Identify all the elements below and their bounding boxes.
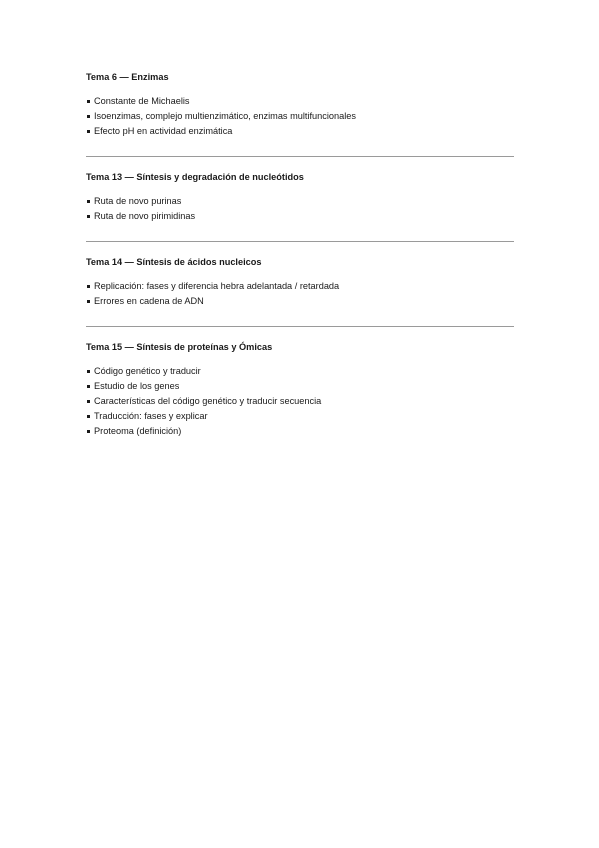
section-title: Tema 14 — Síntesis de ácidos nucleicos — [86, 257, 262, 267]
section-title: Tema 15 — Síntesis de proteínas y Ómicas — [86, 342, 273, 352]
section-tema-6 — [86, 71, 514, 139]
list-item: Constante de Michaelis — [86, 94, 514, 109]
section-divider — [86, 241, 514, 242]
list-item: Estudio de los genes — [86, 379, 514, 394]
section-tema-15 — [86, 341, 514, 439]
section-title: Tema 13 — Síntesis y degradación de nucleótidos — [86, 172, 304, 182]
section-tema-14 — [86, 256, 514, 309]
section-title: Tema 6 — Enzimas — [86, 72, 169, 82]
section-divider — [86, 326, 514, 327]
list-item: Ruta de novo pirimidinas — [86, 209, 514, 224]
list-item: Errores en cadena de ADN — [86, 294, 514, 309]
bullet-list — [86, 279, 514, 309]
list-item: Proteoma (definición) — [86, 424, 514, 439]
bullet-list — [86, 194, 514, 224]
list-item: Isoenzimas, complejo multienzimático, enzimas multifuncionales — [86, 109, 514, 124]
section-tema-13 — [86, 171, 514, 224]
list-item: Ruta de novo purinas — [86, 194, 514, 209]
list-item: Código genético y traducir — [86, 364, 514, 379]
document-page — [86, 71, 514, 439]
list-item: Efecto pH en actividad enzimática — [86, 124, 514, 139]
list-item: Características del código genético y traducir secuencia — [86, 394, 514, 409]
section-divider — [86, 156, 514, 157]
list-item: Replicación: fases y diferencia hebra adelantada / retardada — [86, 279, 514, 294]
bullet-list — [86, 364, 514, 439]
list-item: Traducción: fases y explicar — [86, 409, 514, 424]
bullet-list — [86, 94, 514, 139]
